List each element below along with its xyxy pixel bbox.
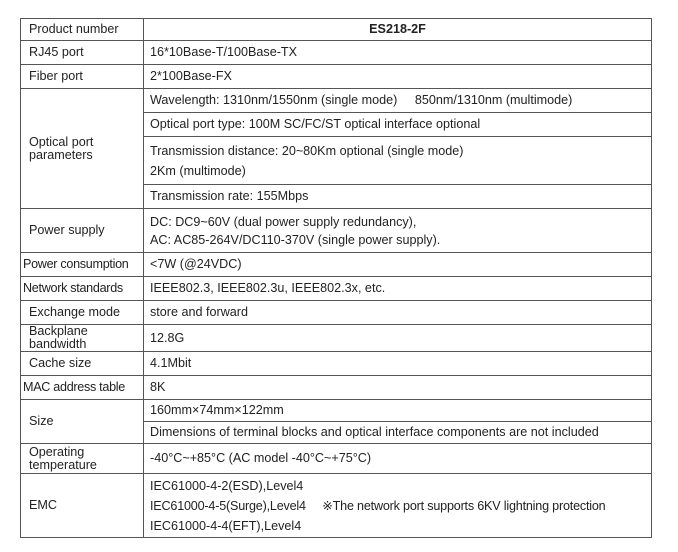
- optical-distance-single: Transmission distance: 20~80Km optional (single mode): [150, 143, 464, 158]
- product-number-value: ES218-2F: [144, 19, 652, 41]
- power-dc: DC: DC9~60V (dual power supply redundancy),: [150, 214, 417, 229]
- mac-label: MAC address table: [21, 376, 144, 400]
- optical-distance-multi: 2Km (multimode): [150, 163, 246, 178]
- mac-value: 8K: [144, 376, 652, 400]
- spec-table-container: [20, 18, 652, 538]
- table-row: [21, 352, 652, 376]
- table-row: [21, 19, 652, 41]
- emc-esd: IEC61000-4-2(ESD),Level4: [150, 478, 304, 493]
- optical-type: Optical port type: 100M SC/FC/ST optical interface optional: [144, 113, 652, 137]
- standards-label: Network standards: [21, 277, 144, 301]
- table-row: [21, 400, 652, 422]
- backplane-label: Backplane bandwidth: [21, 325, 144, 352]
- table-row: [21, 41, 652, 65]
- size-dims: 160mm×74mm×122mm: [144, 400, 652, 422]
- rj45-label: RJ45 port: [21, 41, 144, 65]
- standards-value: IEEE802.3, IEEE802.3u, IEEE802.3x, etc.: [144, 277, 652, 301]
- size-note: Dimensions of terminal blocks and optical interface components are not included: [144, 422, 652, 444]
- emc-label: EMC: [21, 474, 144, 538]
- table-row: [21, 65, 652, 89]
- table-row: [21, 253, 652, 277]
- table-row: [21, 325, 652, 352]
- exchange-value: store and forward: [144, 301, 652, 325]
- temp-value: -40°C~+85°C (AC model -40°C~+75°C): [144, 444, 652, 474]
- cache-value: 4.1Mbit: [144, 352, 652, 376]
- fiber-value: 2*100Base-FX: [144, 65, 652, 89]
- temp-label: Operating temperature: [21, 444, 144, 474]
- spec-table: [20, 18, 652, 538]
- cache-label: Cache size: [21, 352, 144, 376]
- product-number-label: Product number: [21, 19, 144, 41]
- emc-value: [144, 474, 652, 538]
- rj45-value: 16*10Base-T/100Base-TX: [144, 41, 652, 65]
- backplane-value: 12.8G: [144, 325, 652, 352]
- table-row: [21, 277, 652, 301]
- table-row: [21, 209, 652, 253]
- emc-surge: IEC61000-4-5(Surge),Level4 ※The network port supports 6KV lightning protection: [150, 498, 606, 513]
- optical-rate: Transmission rate: 155Mbps: [144, 185, 652, 209]
- size-label: Size: [21, 400, 144, 444]
- table-row: [21, 89, 652, 113]
- exchange-label: Exchange mode: [21, 301, 144, 325]
- fiber-label: Fiber port: [21, 65, 144, 89]
- power-label: Power supply: [21, 209, 144, 253]
- table-row: [21, 376, 652, 400]
- consumption-label: Power consumption: [21, 253, 144, 277]
- power-value: [144, 209, 652, 253]
- optical-label: Optical port parameters: [21, 89, 144, 209]
- optical-wavelength: Wavelength: 1310nm/1550nm (single mode) 850nm/1310nm (multimode): [144, 89, 652, 113]
- table-row: [21, 301, 652, 325]
- table-row: [21, 474, 652, 538]
- power-ac: AC: AC85-264V/DC110-370V (single power supply).: [150, 232, 441, 247]
- optical-distance: [144, 137, 652, 185]
- table-row: [21, 444, 652, 474]
- emc-eft: IEC61000-4-4(EFT),Level4: [150, 518, 302, 533]
- consumption-value: <7W (@24VDC): [144, 253, 652, 277]
